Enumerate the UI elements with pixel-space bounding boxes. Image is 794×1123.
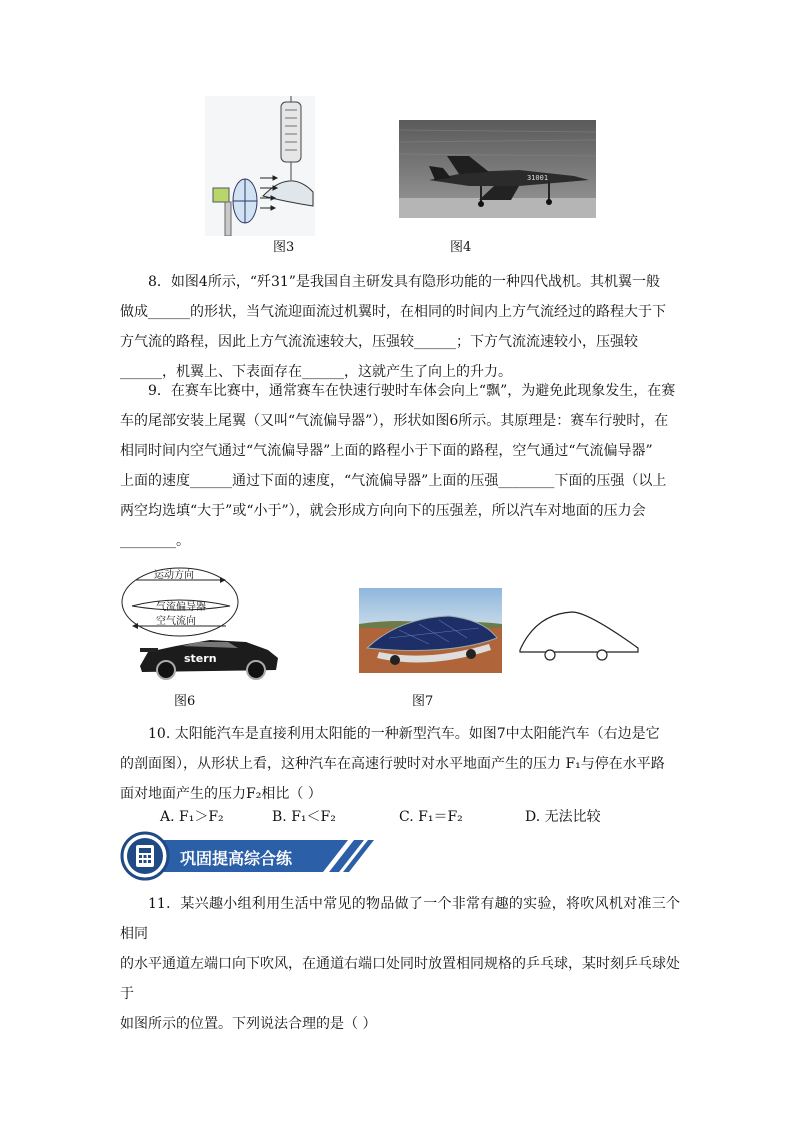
figure-4-image (399, 120, 596, 218)
q10-option-d: D. 无法比较 (525, 809, 601, 825)
section-title: 巩固提高综合练 (180, 849, 293, 868)
q9-line-6: ________。 (120, 533, 190, 549)
figure-7-photo (359, 588, 502, 673)
figure-3-image (205, 96, 315, 236)
q10-option-a: A. F₁＞F₂ (160, 809, 224, 825)
q9-line-3: 相同时间内空气通过“气流偏导器”上面的路程小于下面的路程，空气通过“气流偏导器” (120, 443, 653, 459)
q9-line-1: 9．在赛车比赛中，通常赛车在快速行驶时车体会向上“飘”，为避免此现象发生，在赛 (148, 383, 676, 399)
question-11 (120, 889, 680, 1039)
figure-4-caption: 图4 (450, 240, 472, 255)
q8-line-1: 8．如图4所示，“歼31”是我国自主研发具有隐形功能的一种四代战机。其机翼一般 (148, 274, 660, 290)
figure-6-label-deflector: 气流偏导器 (156, 602, 206, 613)
figure-6-image (118, 566, 286, 684)
figure-3-caption: 图3 (273, 240, 295, 255)
figure-6-caption: 图6 (174, 694, 196, 709)
calculator-icon (136, 845, 154, 867)
q10-line-1: 10. 太阳能汽车是直接利用太阳能的一种新型汽车。如图7中太阳能汽车（右边是它 (148, 726, 660, 742)
q8-line-3: 方气流的路程，因此上方气流流速较大，压强较______；下方气流流速较小，压强较 (120, 334, 638, 350)
figure-7-caption: 图7 (412, 694, 434, 709)
figure-6-car-text: stern (184, 652, 217, 665)
q11-line-1: 11．某兴趣小组利用生活中常见的物品做了一个非常有趣的实验，将吹风机对准三个相同 (120, 896, 680, 942)
q9-line-2: 车的尾部安装上尾翼（又叫“气流偏导器”），形状如图6所示。其原理是：赛车行驶时，在 (120, 413, 669, 429)
question-9 (120, 376, 680, 556)
q10-option-c: C. F₁＝F₂ (399, 809, 463, 825)
q8-line-2: 做成______的形状，当气流迎面流过机翼时，在相同的时间内上方气流经过的路程大于下 (120, 304, 666, 320)
q10-line-2: 的剖面图），从形状上看，这种汽车在高速行驶时对水平地面产生的压力 F₁与停在水平路 (120, 756, 665, 772)
q10-option-b: B. F₁＜F₂ (272, 809, 336, 825)
figure-7-cross-section (516, 608, 642, 664)
question-10 (120, 719, 680, 809)
figure-4-tail-number: 31001 (527, 174, 549, 182)
figure-6-label-motion: 运动方向 (154, 570, 194, 581)
q11-line-3: 如图所示的位置。下列说法合理的是（ ） (120, 1016, 377, 1032)
q11-line-2: 的水平通道左端口向下吹风，在通道右端口处同时放置相同规格的乒乓球，某时刻乒乓球处于 (120, 956, 680, 1002)
question-8 (120, 267, 680, 387)
q9-line-4: 上面的速度______通过下面的速度，“气流偏导器”上面的压强________下面的压强（以上 (120, 473, 667, 489)
q9-line-5: 两空均选填“大于”或“小于”），就会形成方向向下的压强差，所以汽车对地面的压力会 (120, 503, 646, 519)
figure-6-label-airflow: 空气流向 (156, 616, 196, 627)
q8-line-4: ______，机翼上、下表面存在______，这就产生了向上的升力。 (120, 364, 512, 380)
q10-line-3: 面对地面产生的压力F₂相比（ ） (120, 786, 322, 802)
